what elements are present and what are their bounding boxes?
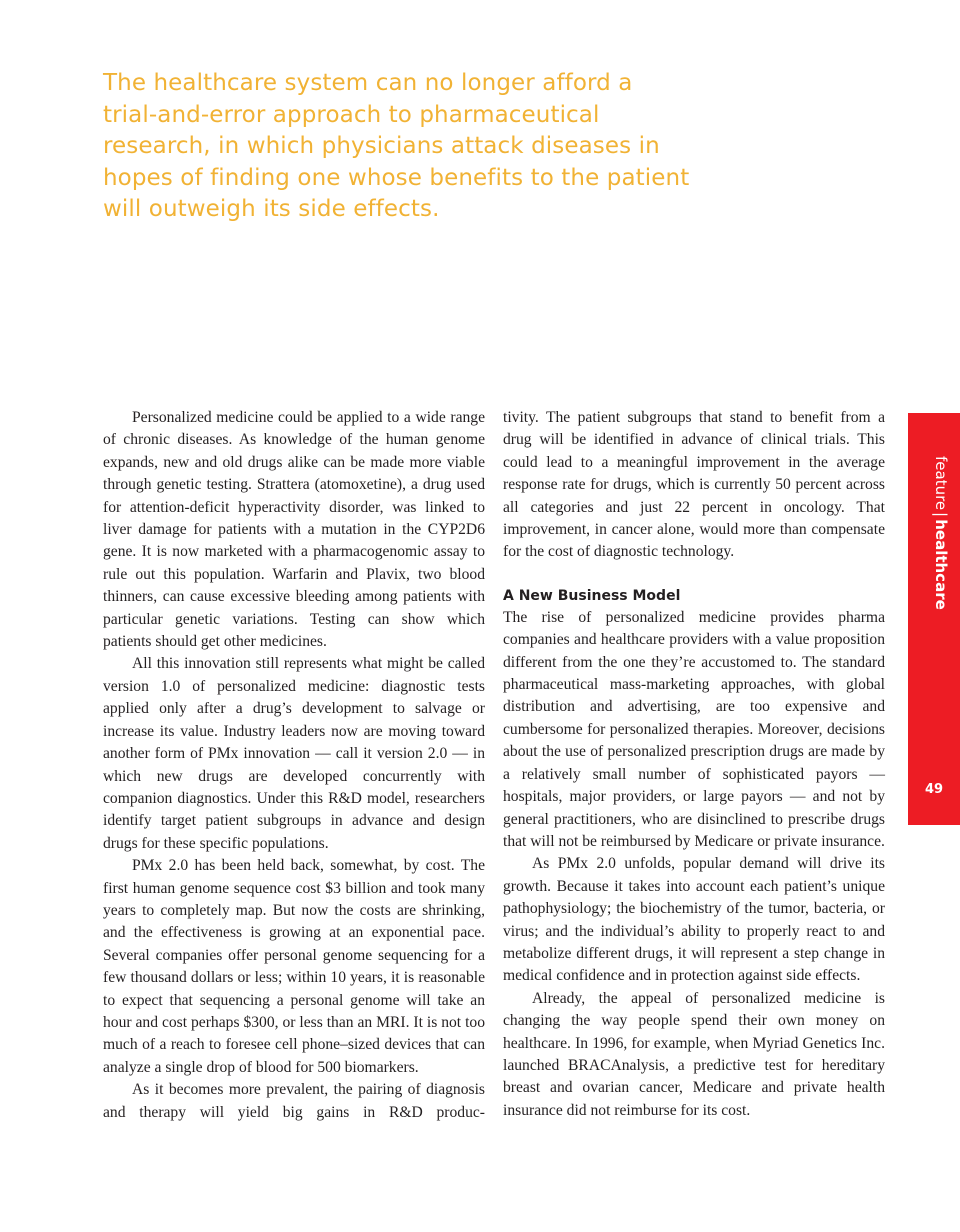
body-paragraph: The rise of personalized medicine provides pharma companies and healthcare providers with a value proposition different from the one they’re accustomed to. The standard pharmaceutical mass-marketing approaches, with global distribution and advertising, are too expensive and cumbersome for personalized therapies. Moreover, decisions about the use of personalized prescription drugs are made by a relatively small number of sophisticated payors — hospitals, major providers, or large payors — and not by general practitioners, who are disinclined to prescribe drugs that will not be reimbursed by Medicare or private insurance.	[503, 608, 885, 850]
body-paragraph: PMx 2.0 has been held back, somewhat, by cost. The first human genome sequence cost $3 billion and took many years to completely map. But now the costs are shrinking, and the effectiveness is growing at an exponential pace. Several companies offer personal genome sequencing for a few thousand dollars or less; within 10 years, it is reasonable to expect that sequencing a personal genome will take an hour and cost perhaps $300, or less than an MRI. It is not too much of a reach to foresee cell phone–sized devices that can analyze a single drop of blood for 500 biomarkers.	[103, 857, 485, 1076]
body-paragraph: As it becomes more prevalent, the pairing of diagnosis and therapy will yield big gains in R&D produc-	[103, 1081, 485, 1121]
section-tab-separator: |	[932, 512, 950, 518]
section-tab-label-bold: healthcare	[932, 519, 950, 610]
section-tab-label	[932, 456, 950, 610]
right-column	[503, 407, 885, 1122]
body-paragraph: All this innovation still represents what might be called version 1.0 of personalized medicine: diagnostic tests applied only after a drug’s development to salvage or increase its value. Industry leaders now are moving toward another form of PMx innovation — call it version 2.0 — in which new drugs are developed concurrently with companion diagnostics. Under this R&D model, researchers identify target patient subgroups in advance and design drugs for these specific populations.	[103, 655, 485, 852]
section-tab-label-light: feature	[932, 456, 950, 511]
body-paragraph: Already, the appeal of personalized medicine is changing the way people spend their own money on healthcare. In 1996, for example, when Myriad Genetics Inc. launched BRACAnalysis, a predictive test for hereditary breast and ovarian cancer, Medicare and private health insurance did not reimburse for its cost.	[503, 989, 885, 1119]
body-paragraph: tivity. The patient subgroups that stand to benefit from a drug will be identified in advance of clinical trials. This could lead to a meaningful improvement in the average response rate for drugs, which is currently 50 percent across all categories and just 22 percent in oncology. That improvement, in cancer alone, would more than compensate for the cost of diagnostic technology.	[503, 409, 885, 561]
left-column	[103, 407, 485, 1124]
body-paragraph: As PMx 2.0 unfolds, popular demand will drive its growth. Because it takes into account each patient’s unique pathophysiology; the biochemistry of the tumor, bacteria, or virus; and the individual’s ability to properly react to and metabolize different drugs, it will represent a step change in medical confidence and in protection against side effects.	[503, 855, 885, 985]
pull-quote: The healthcare system can no longer afford a trial-and-error approach to pharmaceutical research, in which physicians attack diseases in hopes of finding one whose benefits to the patient will outweigh its side effects.	[103, 70, 690, 222]
section-subhead: A New Business Model	[503, 587, 681, 604]
page-number: 49	[924, 782, 944, 797]
body-paragraph: Personalized medicine could be applied to a wide range of chronic diseases. As knowledge of the human genome expands, new and old drugs alike can be made more viable through genetic testing. Strattera (atomoxetine), a drug used for attention-deficit hyperactivity disorder, was linked to liver damage for patients with a mutation in the CYP2D6 gene. It is now marketed with a pharmacogenomic assay to rule out this population. Warfarin and Plavix, two blood thinners, can cause excessive bleeding among patients with particular genetic variations. Testing can show which patients should get other medicines.	[103, 409, 485, 651]
